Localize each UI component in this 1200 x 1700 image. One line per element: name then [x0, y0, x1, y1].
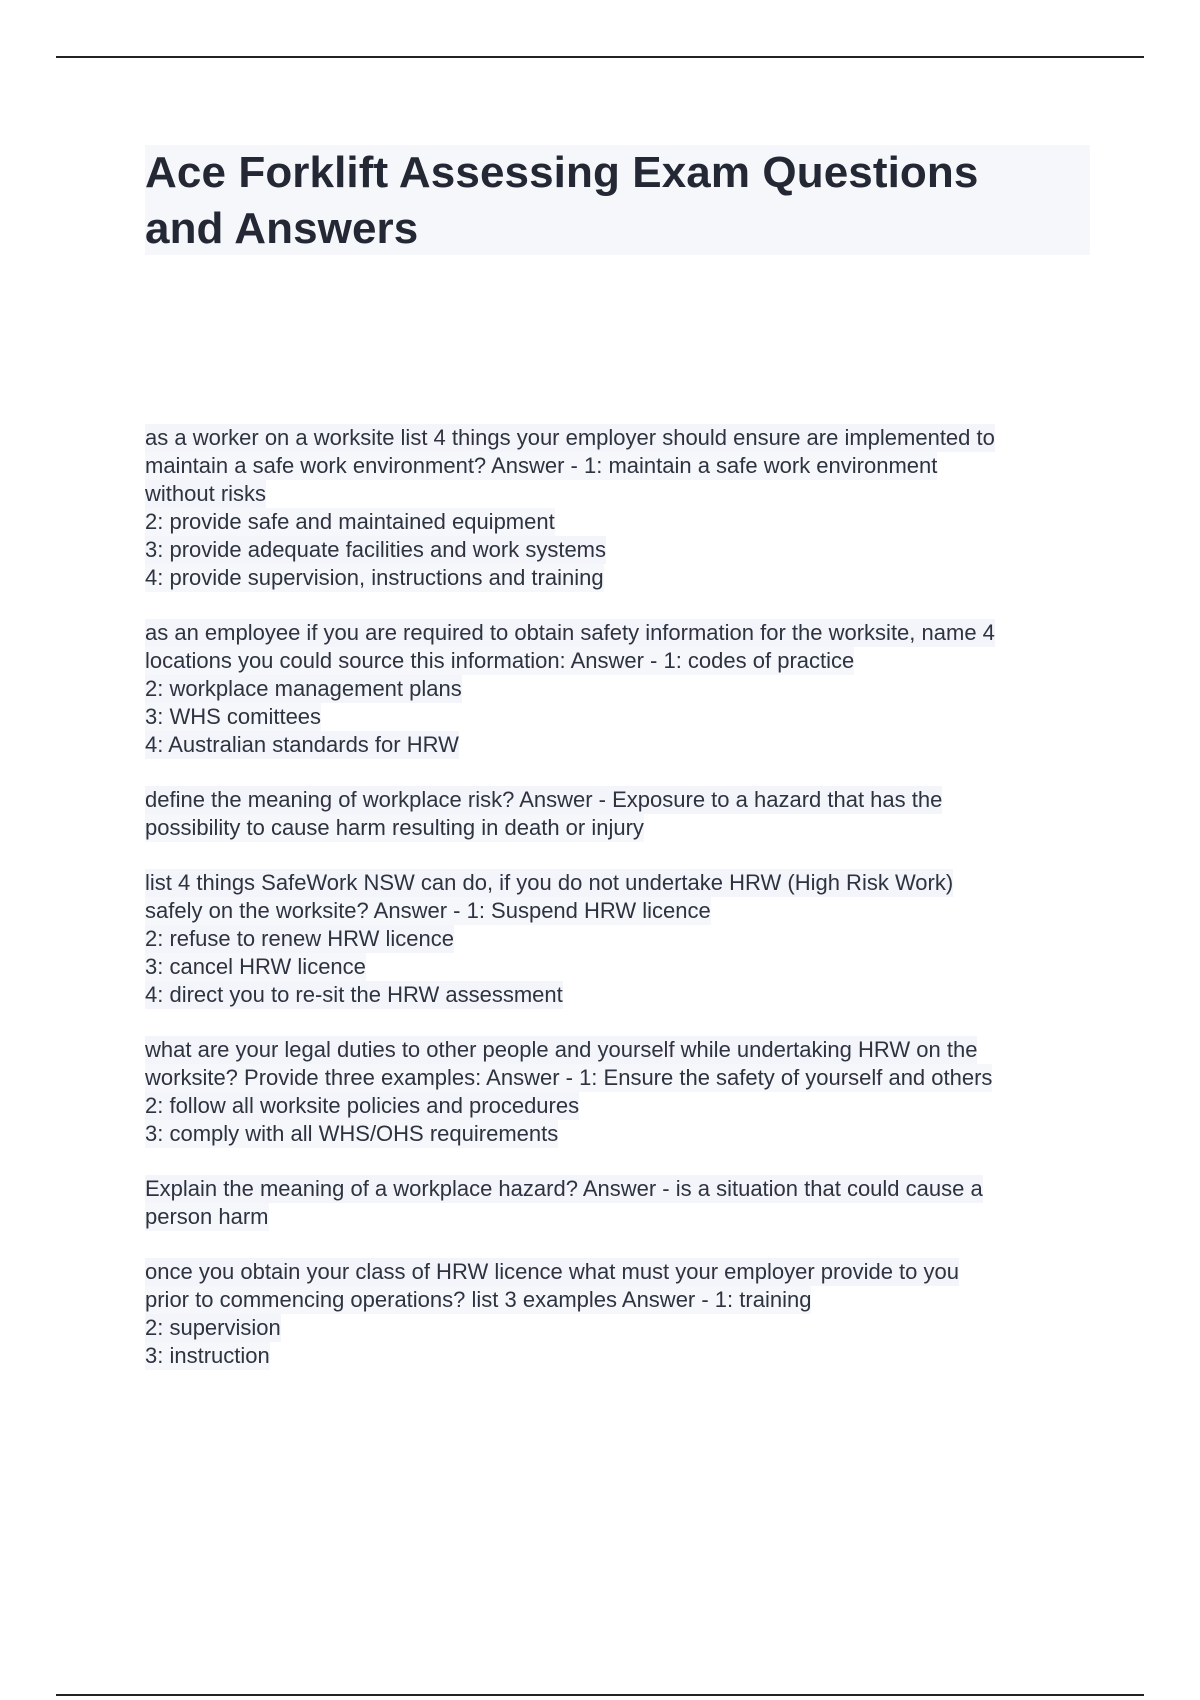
qa-item [145, 1175, 1090, 1231]
qa-line: 4: direct you to re-sit the HRW assessment [145, 982, 563, 1007]
qa-line: 2: refuse to renew HRW licence [145, 926, 454, 951]
document-title [145, 145, 1090, 257]
qa-line: 2: workplace management plans [145, 676, 462, 701]
qa-item [145, 869, 1090, 1009]
qa-line: possibility to cause harm resulting in death or injury [145, 815, 644, 840]
qa-line: 4: provide supervision, instructions and training [145, 565, 604, 590]
qa-line: as a worker on a worksite list 4 things your employer should ensure are implemented to [145, 425, 995, 450]
qa-line: define the meaning of workplace risk? Answer - Exposure to a hazard that has the [145, 787, 943, 812]
qa-line: list 4 things SafeWork NSW can do, if you do not undertake HRW (High Risk Work) [145, 870, 954, 895]
qa-line: as an employee if you are required to obtain safety information for the worksite, name 4 [145, 620, 995, 645]
qa-item [145, 424, 1090, 592]
qa-line: person harm [145, 1204, 269, 1229]
qa-line: maintain a safe work environment? Answer - 1: maintain a safe work environment [145, 453, 938, 478]
qa-line: 3: instruction [145, 1343, 270, 1368]
document-title-line-1: Ace Forklift Assessing Exam Questions [145, 148, 979, 197]
qa-line: 3: cancel HRW licence [145, 954, 366, 979]
qa-line: 3: WHS comittees [145, 704, 322, 729]
qa-line: once you obtain your class of HRW licence what must your employer provide to you [145, 1259, 959, 1284]
qa-item [145, 1258, 1090, 1370]
qa-item [145, 786, 1090, 842]
qa-item [145, 619, 1090, 759]
qa-line: prior to commencing operations? list 3 examples Answer - 1: training [145, 1287, 812, 1312]
qa-line: what are your legal duties to other people and yourself while undertaking HRW on the [145, 1037, 978, 1062]
qa-line: worksite? Provide three examples: Answer - 1: Ensure the safety of yourself and others [145, 1065, 993, 1090]
qa-line: 3: provide adequate facilities and work systems [145, 537, 607, 562]
bottom-rule [56, 1694, 1144, 1696]
qa-line: 2: supervision [145, 1315, 281, 1340]
qa-line: 2: provide safe and maintained equipment [145, 509, 555, 534]
qa-line: safely on the worksite? Answer - 1: Suspend HRW licence [145, 898, 711, 923]
qa-line: locations you could source this information: Answer - 1: codes of practice [145, 648, 855, 673]
qa-line: 3: comply with all WHS/OHS requirements [145, 1121, 559, 1146]
qa-item [145, 1036, 1090, 1148]
qa-line: Explain the meaning of a workplace hazard? Answer - is a situation that could cause a [145, 1176, 983, 1201]
qa-line: without risks [145, 481, 267, 506]
top-rule [56, 56, 1144, 58]
qa-line: 2: follow all worksite policies and procedures [145, 1093, 580, 1118]
qa-line: 4: Australian standards for HRW [145, 732, 459, 757]
document-title-line-2: and Answers [145, 204, 419, 253]
qa-list [145, 424, 1090, 1397]
